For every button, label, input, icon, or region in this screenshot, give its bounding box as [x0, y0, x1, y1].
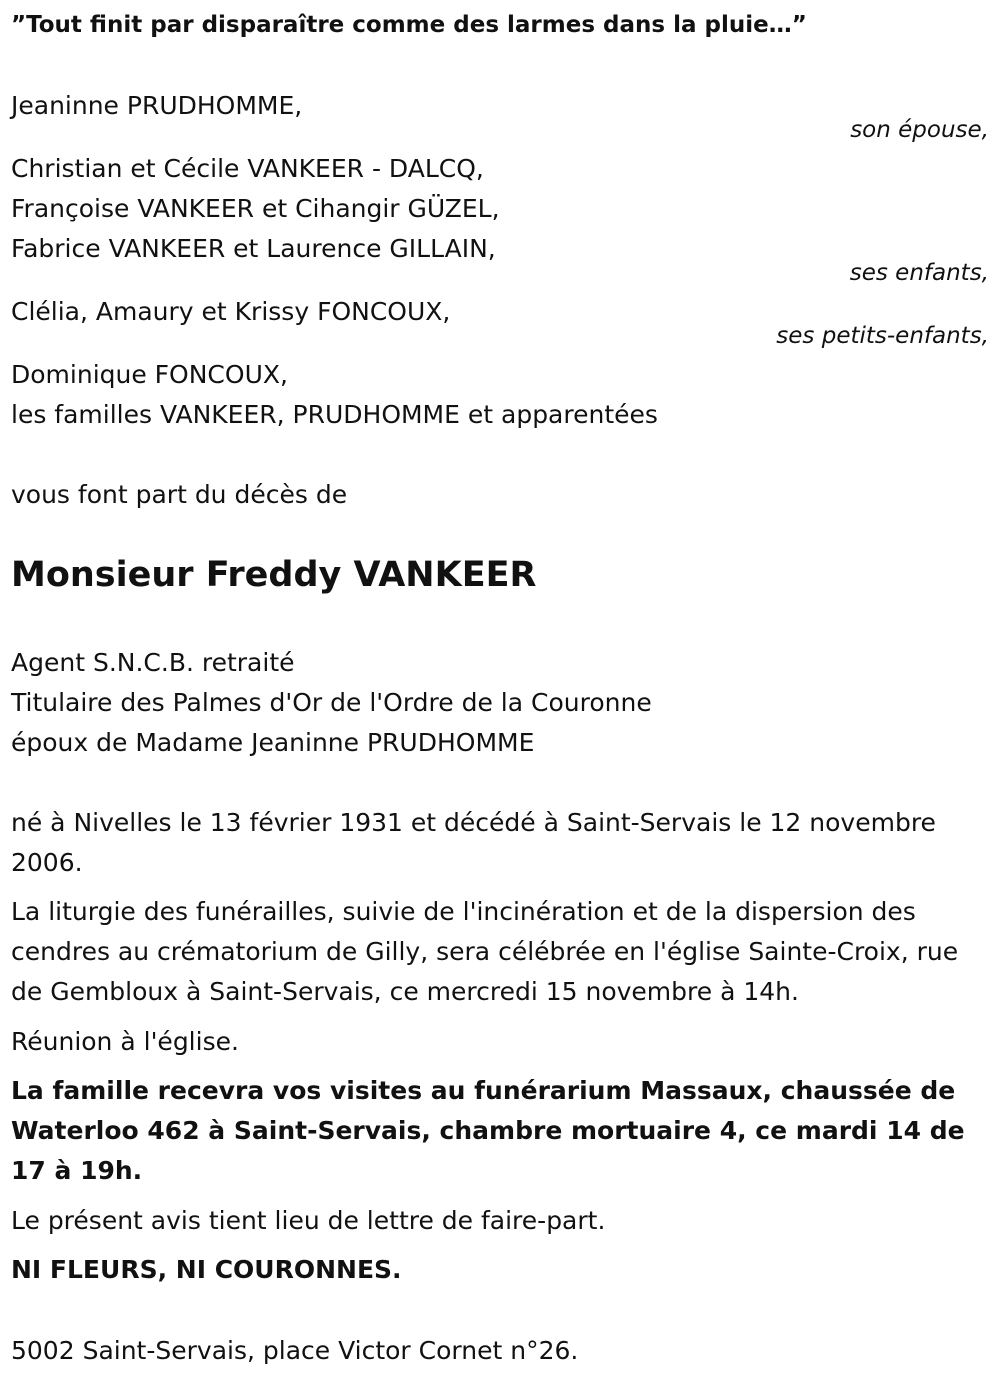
birth-death-paragraph: né à Nivelles le 13 février 1931 et décédé à Saint-Servais le 12 novembre 2006. — [11, 808, 936, 877]
grandchildren-line: Clélia, Amaury et Krissy FONCOUX, — [11, 297, 451, 326]
child-line: Christian et Cécile VANKEER - DALCQ, — [11, 154, 484, 183]
other-family-line: Dominique FONCOUX, — [11, 360, 288, 389]
visits-paragraph: La famille recevra vos visites au funérarium Massaux, chaussée de Waterloo 462 à Saint-Servais, chambre mortuaire 4, ce mardi 14 de 17 à 19h. — [11, 1076, 965, 1185]
address: 5002 Saint-Servais, place Victor Cornet n°26. — [11, 1336, 579, 1365]
child-line: Fabrice VANKEER et Laurence GILLAIN, — [11, 234, 496, 263]
quote: ”Tout finit par disparaître comme des larmes dans la pluie…” — [11, 12, 807, 38]
deceased-name: Monsieur Freddy VANKEER — [11, 555, 537, 595]
children-role: ses enfants, — [849, 260, 989, 286]
deceased-detail: Titulaire des Palmes d'Or de l'Ordre de la Couronne — [11, 688, 652, 717]
spouse-role: son épouse, — [850, 117, 989, 143]
deceased-detail: Agent S.N.C.B. retraité — [11, 648, 295, 677]
child-line: Françoise VANKEER et Cihangir GÜZEL, — [11, 194, 500, 223]
flowers-notice: NI FLEURS, NI COURONNES. — [11, 1255, 402, 1284]
spouse-name: Jeaninne PRUDHOMME, — [11, 91, 303, 120]
announcement: vous font part du décès de — [11, 480, 348, 509]
meeting-paragraph: Réunion à l'église. — [11, 1027, 239, 1056]
liturgy-paragraph: La liturgie des funérailles, suivie de l'incinération et de la dispersion des cendres au crématorium de Gilly, sera célébrée en l'église Sainte-Croix, rue de Gembloux à Saint-Servais, ce mercredi 15 novembre à 14h. — [11, 897, 959, 1006]
notice-paragraph: Le présent avis tient lieu de lettre de faire-part. — [11, 1206, 606, 1235]
deceased-detail: époux de Madame Jeaninne PRUDHOMME — [11, 728, 535, 757]
grandchildren-role: ses petits-enfants, — [776, 323, 989, 349]
other-family-line: les familles VANKEER, PRUDHOMME et apparentées — [11, 400, 658, 429]
